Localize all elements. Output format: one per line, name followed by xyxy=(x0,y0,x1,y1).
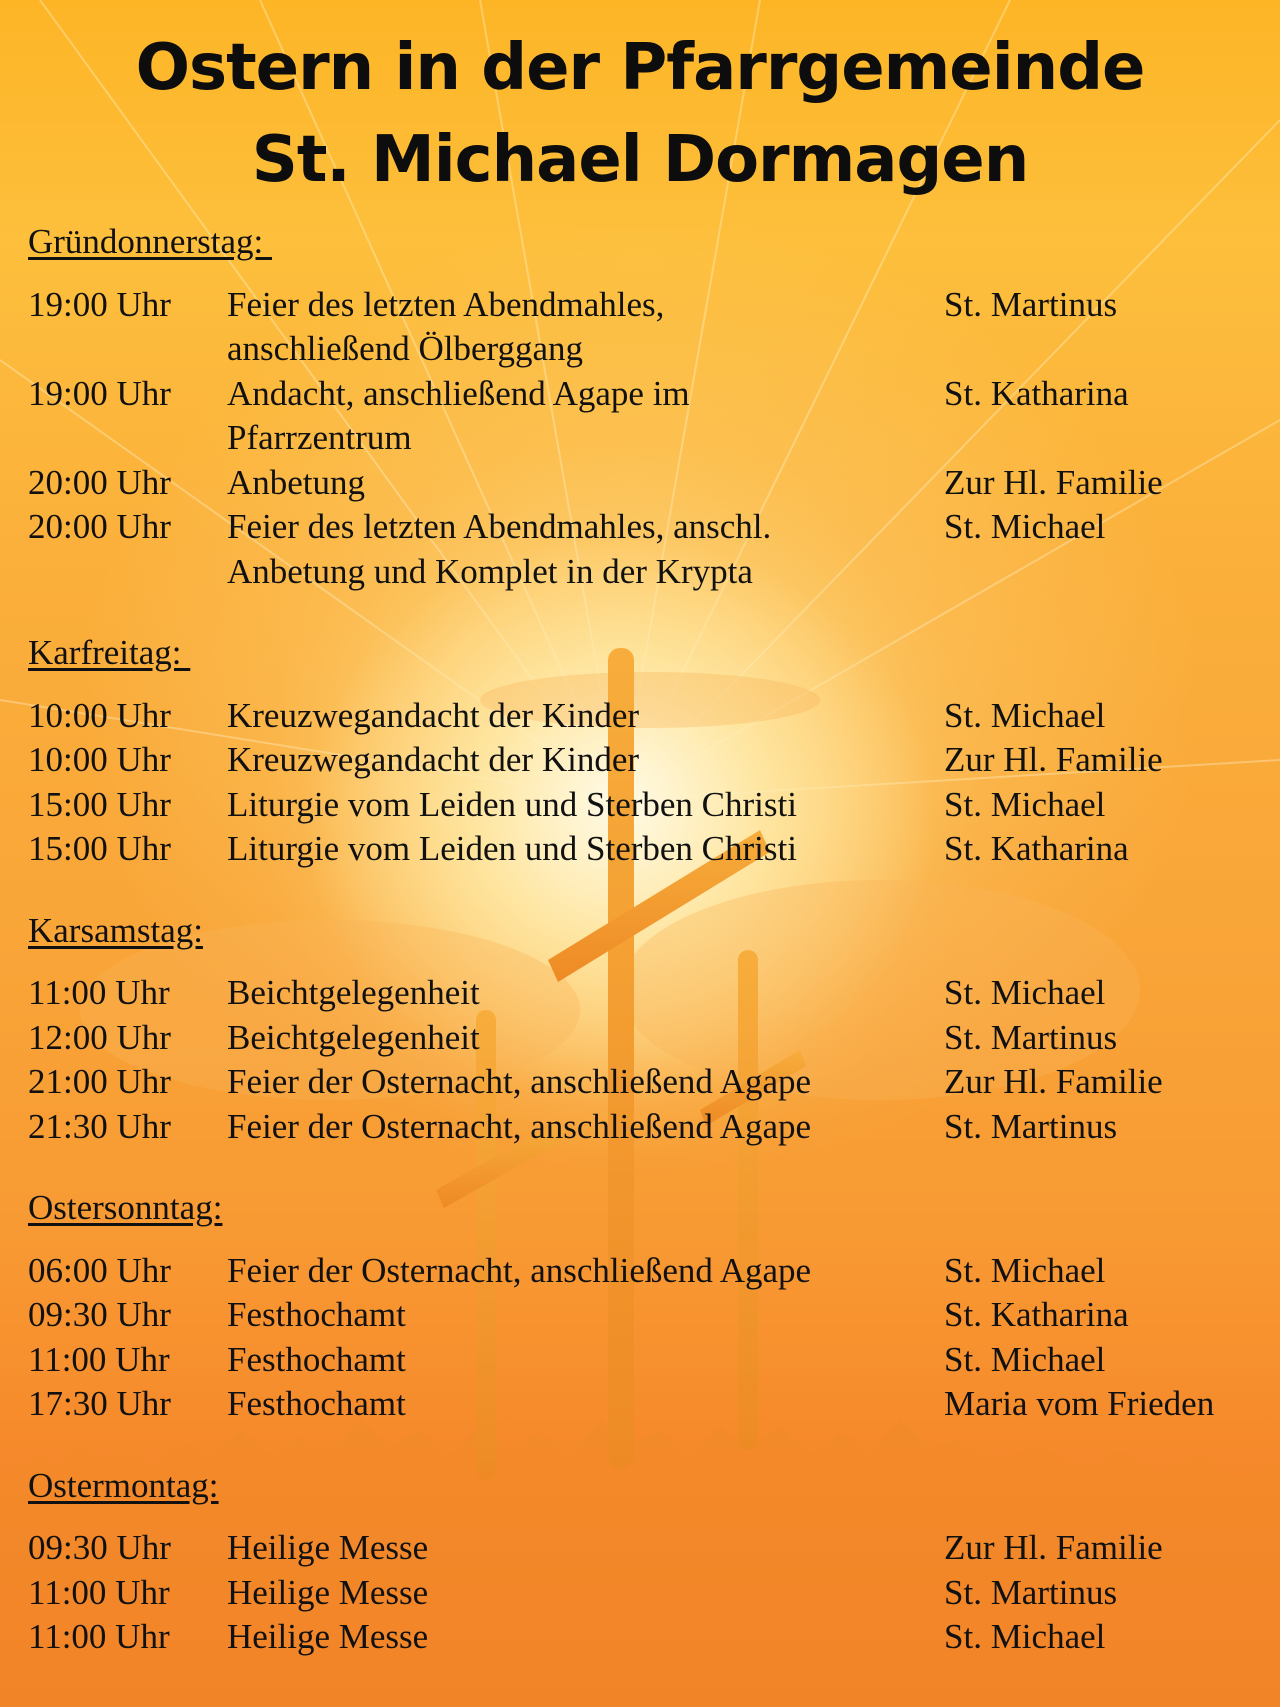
entry-event-line: Feier der Osternacht, anschließend Agape xyxy=(227,1106,812,1146)
schedule-entry xyxy=(28,1526,1268,1571)
day-heading: Ostersonntag: xyxy=(28,1188,223,1227)
entry-event xyxy=(227,1105,944,1150)
entry-place: St. Michael xyxy=(944,1339,1106,1379)
entry-event xyxy=(227,505,944,594)
day-heading: Karfreitag: xyxy=(28,633,191,672)
entry-place: St. Martinus xyxy=(944,1106,1118,1146)
entry-time: 11:00 Uhr xyxy=(28,1617,170,1656)
entry-place: St. Martinus xyxy=(944,284,1118,324)
entry-place: St. Katharina xyxy=(944,829,1129,868)
schedule-entry xyxy=(28,971,1268,1016)
entry-event-line: Anbetung und Komplet in der Krypta xyxy=(227,551,753,591)
day-heading: Gründonnerstag: xyxy=(28,222,272,261)
entry-time: 20:00 Uhr xyxy=(28,462,171,502)
schedule-entry xyxy=(28,1249,1268,1294)
entry-time: 15:00 Uhr xyxy=(28,784,171,824)
entry-place: St. Michael xyxy=(944,1617,1106,1656)
entry-place: Zur Hl. Familie xyxy=(944,462,1163,502)
entry-event-line: Anbetung xyxy=(227,462,366,502)
entry-time: 19:00 Uhr xyxy=(28,284,171,324)
entry-time: 11:00 Uhr xyxy=(28,1572,170,1612)
entry-event-line: Heilige Messe xyxy=(227,1572,429,1612)
entry-event xyxy=(227,461,944,506)
entry-event-line: Feier der Osternacht, anschließend Agape xyxy=(227,1062,812,1101)
title-line-2: St. Michael Dormagen xyxy=(251,123,1029,197)
entry-event xyxy=(227,1060,944,1105)
entry-time: 06:00 Uhr xyxy=(28,1250,171,1290)
poster-title xyxy=(0,22,1280,206)
entry-event xyxy=(227,971,944,1016)
day-entries xyxy=(28,283,1268,595)
entry-event xyxy=(227,1526,944,1571)
schedule-entry xyxy=(28,1293,1268,1338)
entry-event-line: Beichtgelegenheit xyxy=(227,973,480,1012)
schedule-entry xyxy=(28,1338,1268,1383)
entry-place: St. Katharina xyxy=(944,373,1129,413)
entry-event xyxy=(227,694,944,739)
entry-event xyxy=(227,1338,944,1383)
entry-time: 21:00 Uhr xyxy=(28,1062,171,1101)
entry-place: Zur Hl. Familie xyxy=(944,1528,1163,1567)
entry-place: St. Martinus xyxy=(944,1572,1118,1612)
entry-place: St. Michael xyxy=(944,695,1106,735)
entry-time: 11:00 Uhr xyxy=(28,973,170,1012)
schedule-entry xyxy=(28,1382,1268,1427)
day-entries xyxy=(28,694,1268,872)
entry-event-line: Feier des letzten Abendmahles, anschl. xyxy=(227,507,772,546)
entry-event xyxy=(227,1382,944,1427)
day-entries xyxy=(28,971,1268,1149)
entry-event xyxy=(227,1249,944,1294)
entry-event-line: Liturgie vom Leiden und Sterben Christi xyxy=(227,784,797,824)
entry-event-line: Festhochamt xyxy=(227,1295,406,1334)
entry-event xyxy=(227,283,944,372)
entry-place: Zur Hl. Familie xyxy=(944,1062,1163,1101)
entry-event-line: Festhochamt xyxy=(227,1339,406,1379)
entry-event-line: Beichtgelegenheit xyxy=(227,1017,480,1057)
entry-event xyxy=(227,1615,944,1660)
entry-event xyxy=(227,1571,944,1616)
entry-event-line: Kreuzwegandacht der Kinder xyxy=(227,695,640,735)
entry-event xyxy=(227,372,944,461)
schedule-entry xyxy=(28,1016,1268,1061)
schedule-entry xyxy=(28,1615,1268,1660)
entry-event-line: Heilige Messe xyxy=(227,1528,429,1567)
entry-time: 20:00 Uhr xyxy=(28,507,171,546)
title-line-1: Ostern in der Pfarrgemeinde xyxy=(135,31,1145,105)
day-heading: Ostermontag: xyxy=(28,1465,219,1505)
entry-place: St. Michael xyxy=(944,973,1106,1012)
schedule-entry xyxy=(28,372,1268,461)
entry-place: St. Martinus xyxy=(944,1017,1118,1057)
entry-place: St. Michael xyxy=(944,784,1106,824)
schedule-entry xyxy=(28,283,1268,372)
entry-event xyxy=(227,1016,944,1061)
entry-event xyxy=(227,738,944,783)
entry-place: Zur Hl. Familie xyxy=(944,740,1163,779)
entry-time: 21:30 Uhr xyxy=(28,1106,171,1146)
entry-place: St. Michael xyxy=(944,1250,1106,1290)
day-entries xyxy=(28,1249,1268,1427)
entry-time: 11:00 Uhr xyxy=(28,1339,170,1379)
schedule-entry xyxy=(28,1571,1268,1616)
entry-place: Maria vom Frieden xyxy=(944,1384,1215,1423)
schedule-entry xyxy=(28,1105,1268,1150)
entry-event-line: Andacht, anschließend Agape im xyxy=(227,373,690,413)
entry-time: 10:00 Uhr xyxy=(28,695,171,735)
entry-event-line: Feier des letzten Abendmahles, xyxy=(227,284,665,324)
entry-event xyxy=(227,1293,944,1338)
schedule-entry xyxy=(28,827,1268,872)
schedule-entry xyxy=(28,461,1268,506)
entry-event-line: Feier der Osternacht, anschließend Agape xyxy=(227,1250,812,1290)
entry-time: 09:30 Uhr xyxy=(28,1528,171,1567)
entry-event-line: Heilige Messe xyxy=(227,1617,429,1656)
entry-time: 09:30 Uhr xyxy=(28,1295,171,1334)
schedule-entry xyxy=(28,694,1268,739)
day-heading: Karsamstag: xyxy=(28,910,203,950)
entry-time: 10:00 Uhr xyxy=(28,740,171,779)
entry-event-line: anschließend Ölberggang xyxy=(227,329,584,368)
entry-event xyxy=(227,827,944,872)
schedule-entry xyxy=(28,505,1268,594)
entry-time: 15:00 Uhr xyxy=(28,829,171,868)
schedule-entry xyxy=(28,783,1268,828)
entry-event-line: Festhochamt xyxy=(227,1384,406,1423)
entry-time: 17:30 Uhr xyxy=(28,1384,171,1423)
schedule-entry xyxy=(28,738,1268,783)
easter-schedule xyxy=(28,220,1268,1697)
entry-event-line: Pfarrzentrum xyxy=(227,418,412,457)
entry-event-line: Kreuzwegandacht der Kinder xyxy=(227,740,640,779)
schedule-entry xyxy=(28,1060,1268,1105)
entry-time: 12:00 Uhr xyxy=(28,1017,171,1057)
day-entries xyxy=(28,1526,1268,1660)
entry-event xyxy=(227,783,944,828)
entry-event-line: Liturgie vom Leiden und Sterben Christi xyxy=(227,829,797,868)
entry-time: 19:00 Uhr xyxy=(28,373,171,413)
entry-place: St. Katharina xyxy=(944,1295,1129,1334)
entry-place: St. Michael xyxy=(944,507,1106,546)
